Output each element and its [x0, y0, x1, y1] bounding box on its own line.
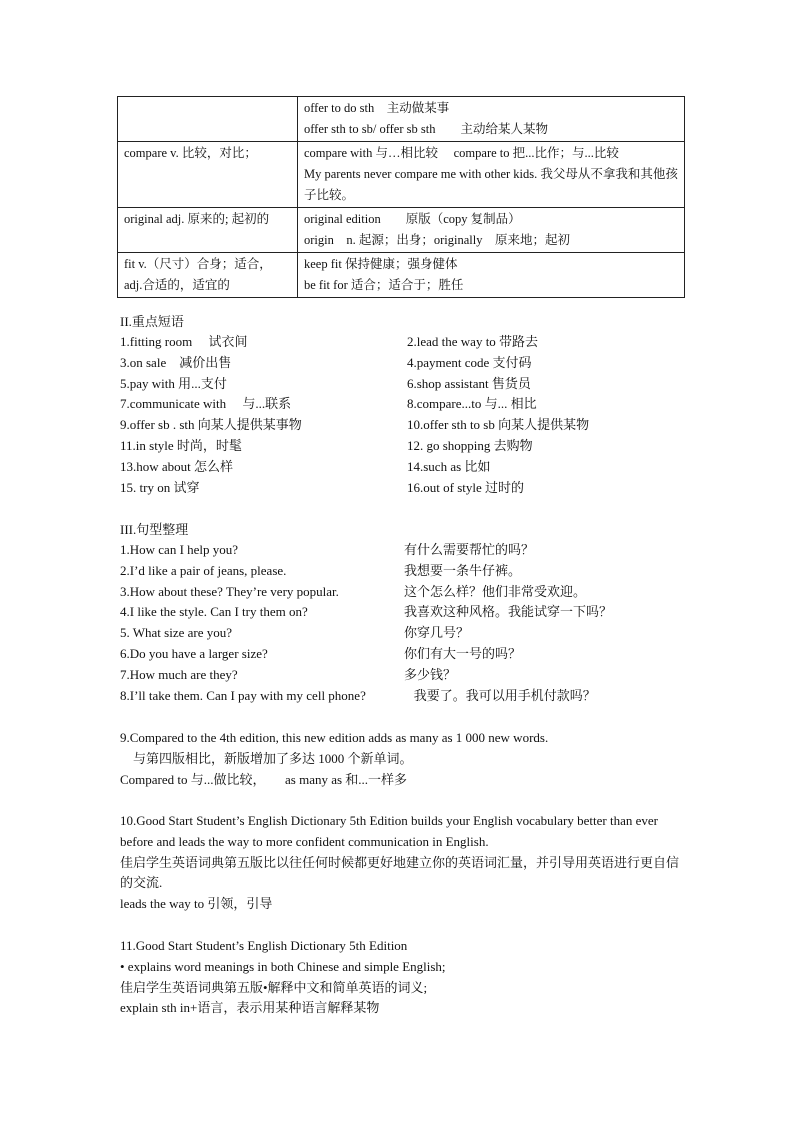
list-item: 11.in style 时尚，时髦 12. go shopping 去购物 — [120, 437, 533, 453]
word-cell — [118, 97, 298, 142]
paragraph-11 — [120, 936, 690, 1019]
paragraph-line: 与第四版相比，新版增加了多达 1000 个新单词。 — [120, 750, 413, 766]
note-line: origin n. 起源；出身；originally 原来地；起初 — [304, 233, 570, 247]
table-row — [118, 208, 685, 253]
note-line: compare with 与…相比较 compare to 把...比作；与...比较 — [304, 146, 619, 160]
paragraph-line: 佳启学生英语词典第五版比以往任何时候都更好地建立你的英语词汇量，并引导用英语进行更自信的交流. — [120, 854, 680, 891]
note-line: be fit for 适合；适合于；胜任 — [304, 278, 464, 292]
note-line: offer sth to sb/ offer sb sth 主动给某人某物 — [304, 122, 548, 136]
note-line: offer to do sth 主动做某事 — [304, 101, 450, 115]
list-item: 7.communicate with 与...联系 8.compare...to 与... 相比 — [120, 396, 537, 412]
paragraph-line: • explains word meanings in both Chinese and simple English; — [120, 958, 446, 974]
phrases-section — [120, 312, 690, 498]
list-item: 4.I like the style. Can I try them on? 我喜欢这种风格。我能试穿一下吗？ — [120, 604, 613, 620]
notes-cell — [298, 253, 685, 298]
list-item: 1.fitting room 试衣间 2.lead the way to 带路去 — [120, 334, 539, 349]
word-cell — [118, 142, 298, 208]
word-text: compare v. 比较，对比； — [124, 146, 257, 160]
notes-cell — [298, 208, 685, 253]
word-cell — [118, 253, 298, 298]
list-item: 5. What size are you? 你穿几号？ — [120, 625, 470, 641]
word-cell — [118, 208, 298, 253]
list-item: 1.How can I help you? 有什么需要帮忙的吗？ — [120, 542, 535, 557]
paragraph-line: Compared to 与...做比较， as many as 和...一样多 — [120, 771, 408, 787]
list-item: 8.I’ll take them. Can I pay with my cell phone? 我要了。我可以用手机付款吗？ — [120, 687, 596, 703]
list-item: 15. try on 试穿 16.out of style 过时的 — [120, 479, 524, 495]
list-item: 2.I’d like a pair of jeans, please. 我想要一条牛仔裤。 — [120, 562, 522, 578]
paragraph-9 — [120, 728, 690, 790]
paragraph-line: 10.Good Start Student’s English Dictionary 5th Edition builds your English vocabulary better than ever before and leads the way to more confident communication in English. — [120, 813, 658, 849]
sentences-section — [120, 520, 690, 706]
table-row — [118, 97, 685, 142]
note-line: keep fit 保持健康；强身健体 — [304, 257, 458, 271]
note-line: original edition 原版（copy 复制品） — [304, 212, 521, 226]
list-item: 7.How much are they? 多少钱？ — [120, 666, 457, 682]
list-item: 6.Do you have a larger size? 你们有大一号的吗？ — [120, 645, 522, 661]
word-text: adj.合适的，适宜的 — [124, 278, 230, 292]
paragraph-line: leads the way to 引领，引导 — [120, 896, 273, 912]
table-row — [118, 253, 685, 298]
paragraph-line: 11.Good Start Student’s English Dictionary 5th Edition — [120, 938, 408, 953]
vocabulary-table — [117, 96, 685, 298]
table-row — [118, 142, 685, 208]
section-heading: III.句型整理 — [120, 522, 189, 537]
paragraph-line: 佳启学生英语词典第五版•解释中文和简单英语的词义; — [120, 979, 428, 995]
word-text: original adj. 原来的; 起初的 — [124, 212, 270, 226]
paragraph-10 — [120, 811, 690, 915]
paragraph-line: 9.Compared to the 4th edition, this new edition adds as many as 1 000 new words. — [120, 730, 549, 745]
list-item: 3.on sale 减价出售 4.payment code 支付码 — [120, 354, 532, 370]
list-item: 13.how about 怎么样 14.such as 比如 — [120, 458, 491, 474]
section-heading: II.重点短语 — [120, 314, 184, 329]
notes-cell — [298, 142, 685, 208]
paragraph-line: explain sth in+语言，表示用某种语言解释某物 — [120, 1000, 380, 1016]
list-item: 9.offer sb . sth 向某人提供某事物 10.offer sth to sb 向某人提供某物 — [120, 417, 590, 433]
word-text: fit v.（尺寸）合身；适合， — [124, 257, 272, 271]
list-item: 5.pay with 用...支付 6.shop assistant 售货员 — [120, 375, 531, 391]
list-item: 3.How about these? They’re very popular. 这个怎么样？他们非常受欢迎。 — [120, 583, 587, 599]
notes-cell — [298, 97, 685, 142]
note-line: My parents never compare me with other kids. 我父母从不拿我和其他孩子比较。 — [304, 167, 678, 202]
